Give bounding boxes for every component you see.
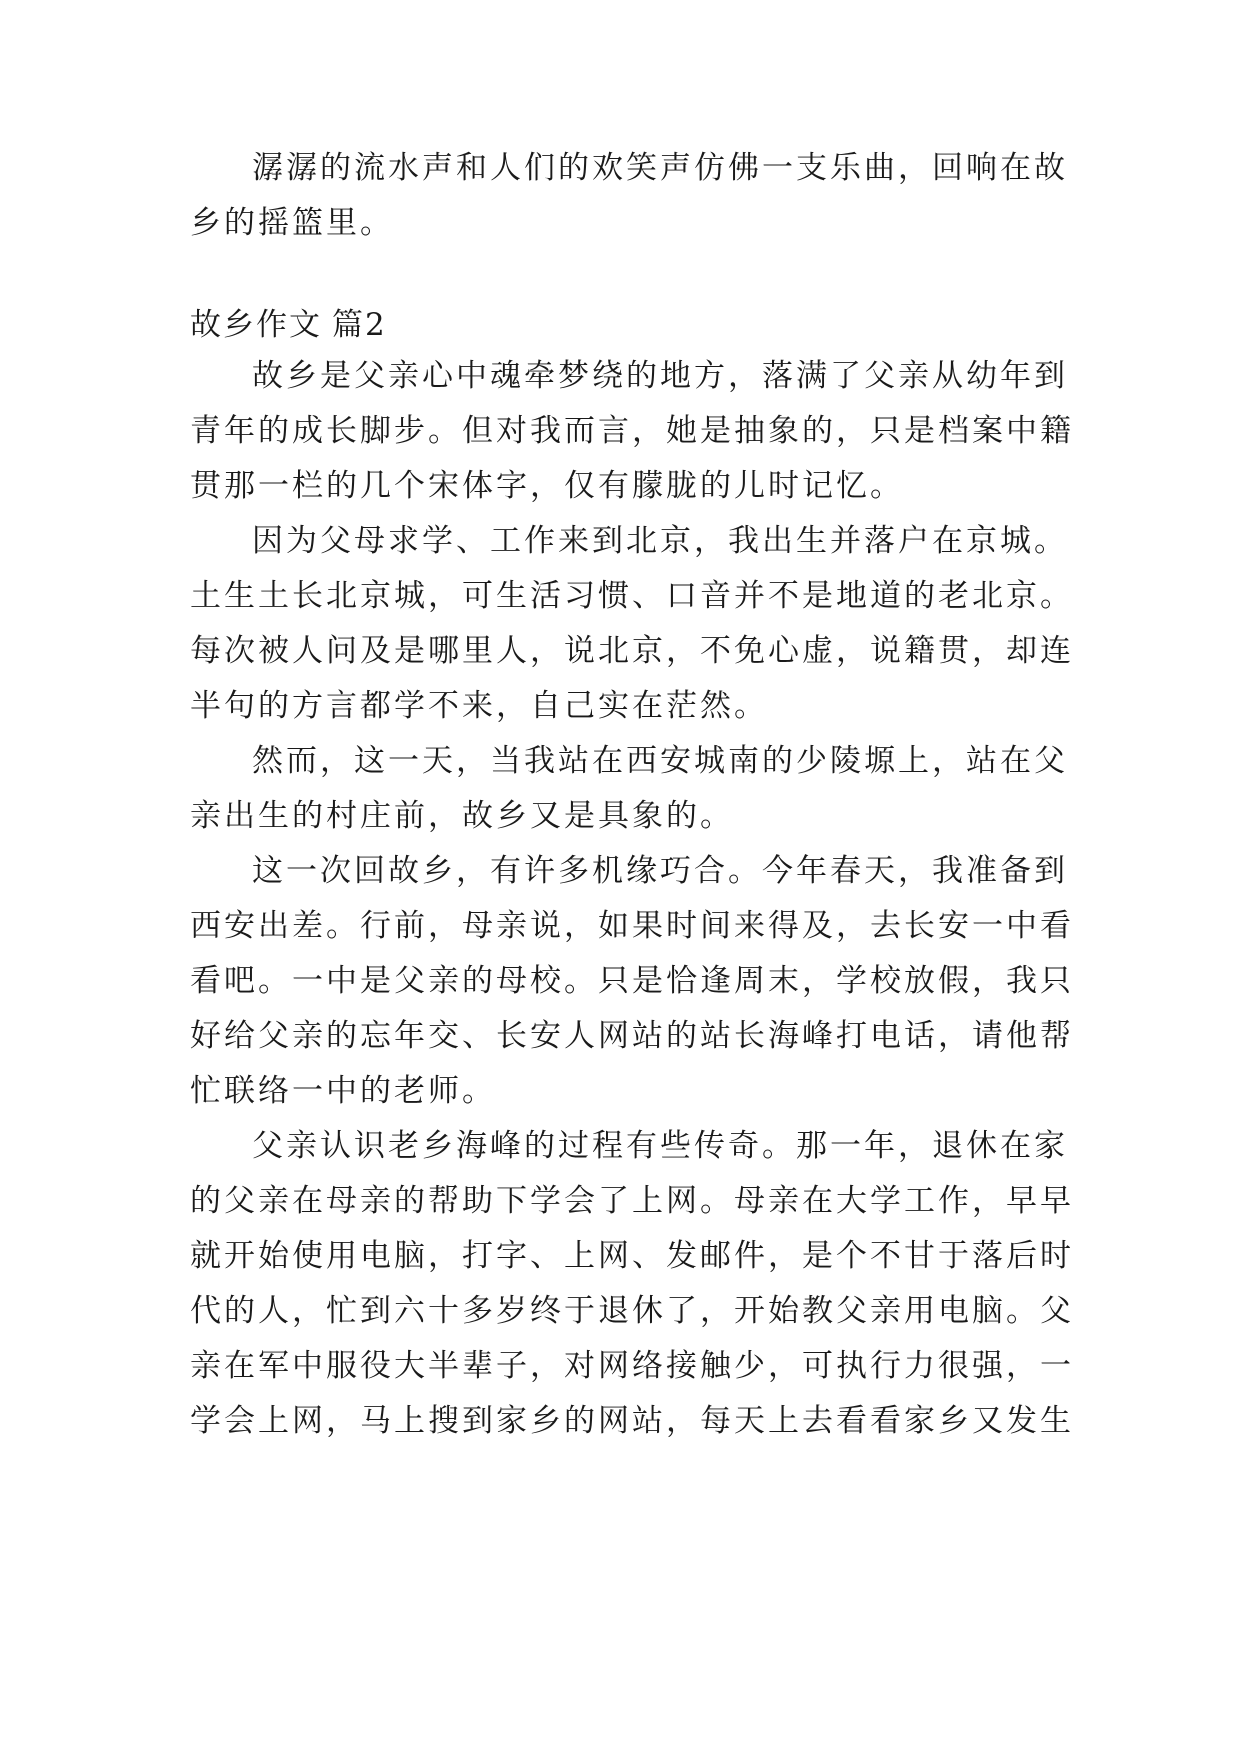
paragraph-line: 故乡是父亲心中魂牵梦绕的地方，落满了父亲从幼年到 <box>252 358 1068 394</box>
paragraph-line: 亲在军中服役大半辈子，对网络接触少，可执行力很强，一 <box>190 1348 1074 1384</box>
section-number: 篇2 <box>332 307 387 343</box>
paragraph-line: 贯那一栏的几个宋体字，仅有朦胧的儿时记忆。 <box>190 468 904 504</box>
paragraph-line: 土生土长北京城，可生活习惯、口音并不是地道的老北京。 <box>190 578 1074 614</box>
paragraph-line: 然而，这一天，当我站在西安城南的少陵塬上，站在父 <box>252 743 1068 779</box>
paragraph-line: 忙联络一中的老师。 <box>190 1073 496 1109</box>
paragraph-line: 这一次回故乡，有许多机缘巧合。今年春天，我准备到 <box>252 853 1068 889</box>
paragraph-line: 潺潺的流水声和人们的欢笑声仿佛一支乐曲，回响在故 <box>252 150 1068 186</box>
paragraph-line: 就开始使用电脑，打字、上网、发邮件，是个不甘于落后时 <box>190 1238 1074 1274</box>
paragraph-line: 每次被人问及是哪里人，说北京，不免心虚，说籍贯，却连 <box>190 633 1074 669</box>
section-title: 故乡作文 <box>190 307 322 343</box>
paragraph-line: 代的人，忙到六十多岁终于退休了，开始教父亲用电脑。父 <box>190 1293 1074 1329</box>
paragraph-line: 因为父母求学、工作来到北京，我出生并落户在京城。 <box>252 523 1068 559</box>
paragraph-line: 西安出差。行前，母亲说，如果时间来得及，去长安一中看 <box>190 908 1074 944</box>
paragraph-line: 乡的摇篮里。 <box>190 205 394 241</box>
paragraph-line: 看吧。一中是父亲的母校。只是恰逢周末，学校放假，我只 <box>190 963 1074 999</box>
paragraph-line: 亲出生的村庄前，故乡又是具象的。 <box>190 798 734 834</box>
paragraph-line: 好给父亲的忘年交、长安人网站的站长海峰打电话，请他帮 <box>190 1018 1074 1054</box>
paragraph-line: 父亲认识老乡海峰的过程有些传奇。那一年，退休在家 <box>252 1128 1068 1164</box>
paragraph-line: 青年的成长脚步。但对我而言，她是抽象的，只是档案中籍 <box>190 413 1074 449</box>
paragraph-line: 的父亲在母亲的帮助下学会了上网。母亲在大学工作，早早 <box>190 1183 1074 1219</box>
paragraph-line: 半句的方言都学不来，自己实在茫然。 <box>190 688 768 724</box>
paragraph-line: 学会上网，马上搜到家乡的网站，每天上去看看家乡又发生 <box>190 1403 1074 1439</box>
section-heading <box>190 305 1060 345</box>
